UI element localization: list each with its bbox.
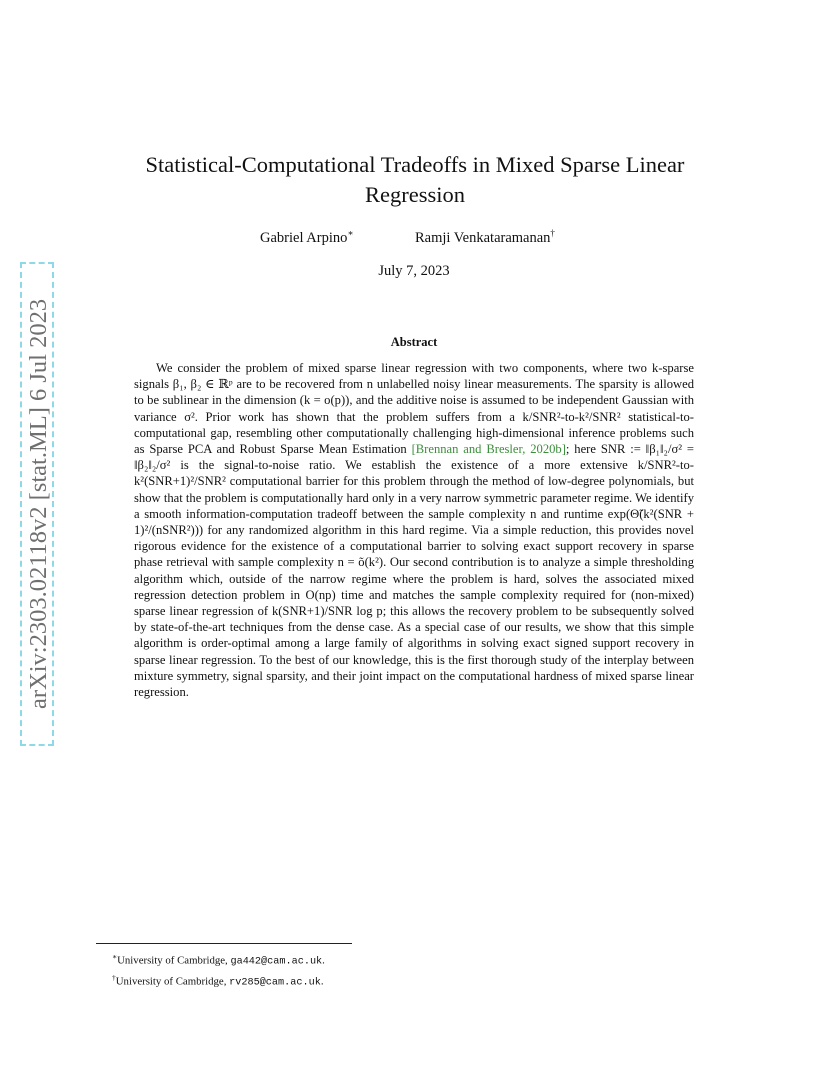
footnote-1-affiliation: University of Cambridge, [117,954,231,967]
publication-date: July 7, 2023 [378,263,450,279]
paper-title: Statistical-Computational Tradeoffs in Mixed Sparse Linear Regression [145,152,685,207]
abstract-text-part-2: ; here SNR := ‖β₁‖₂/σ² = ‖β₂‖₂/σ² is the signal-to-noise ratio. We establish the existence of a more extensive k/SNR²-to-k²(SNR+1)²/SNR² computational barrier for this problem through the method of low-degree polynomials, but show that the problem is computationally hard only in a very narrow symmetric parameter regime. We identify a smooth information-computation tradeoff between the sample complexity n and runtime exp(Θ̃(k²(SNR + 1)²/(nSNR²))) for any randomized algorithm in this hard regime. Via a simple reduction, this provides novel rigorous evidence for the existence of a computational barrier to solving exact support recovery in sparse phase retrieval with sample complexity n = õ(k²). Our second contribution is to analyze a simple thresholding algorithm which, outside of the narrow regime where the problem is hard, solves the associated mixed regression detection problem in O(np) time and matches the sample complexity required for (non-mixed) sparse linear regression of k(SNR+1)/SNR log p; this allows the recovery problem to be subsequently solved by state-of-the-art techniques from the dense case. As a special case of our results, we show that this simple algorithm is order-optimal among a large family of algorithms in solving exact signed support recovery in sparse linear regression. To the best of our knowledge, this is the first thorough study of the interplay between mixture symmetry, signal sparsity, and their joint impact on the computational hardness of mixed sparse linear regression. [134,442,694,700]
abstract-text-part-1: We consider the problem of mixed sparse linear regression with two components, where two k-sparse signals β₁, β₂ ∈ ℝᵖ are to be recovered from n unlabelled noisy linear measurements. The sparsity is allowed to be sublinear in the dimension (k = o(p)), and the additive noise is assumed to be independent Gaussian with variance σ². Prior work has shown that the problem suffers from a k/SNR²-to-k²/SNR² statistical-to-computational gap, resembling other computationally challenging high-dimensional inference problems such as Sparse PCA and Robust Sparse Mean Estimation [134,361,694,457]
arxiv-identifier-stamp[interactable]: arXiv:2303.02118v2 [stat.ML] 6 Jul 2023 [20,262,54,746]
footnote-1-email[interactable]: ga442@cam.ac.uk [230,956,323,968]
citation-link[interactable]: [Brennan and Bresler, 2020b] [411,442,566,457]
author-2-name: Ramji Venkataramanan [415,230,551,246]
abstract-heading: Abstract [390,335,438,349]
footnote-1-mark: ∗ [112,952,118,961]
footnote-2-mark: † [112,972,116,982]
author-1-name: Gabriel Arpino [260,230,348,246]
author-1-footnote-mark[interactable]: ∗ [347,228,354,239]
footnotes [112,949,712,990]
author-2 [415,228,555,248]
footnote-2 [112,970,712,991]
author-2-footnote-mark[interactable]: † [550,228,555,239]
footnote-divider [96,943,352,944]
footnote-2-affiliation: University of Cambridge, [115,975,230,988]
footnote-1 [112,949,712,970]
footnote-2-email[interactable]: rv285@cam.ac.uk [229,977,321,989]
footnote-1-end: . [322,954,325,967]
author-1 [260,228,354,248]
footnote-2-end: . [320,975,324,988]
abstract-text [134,360,694,700]
